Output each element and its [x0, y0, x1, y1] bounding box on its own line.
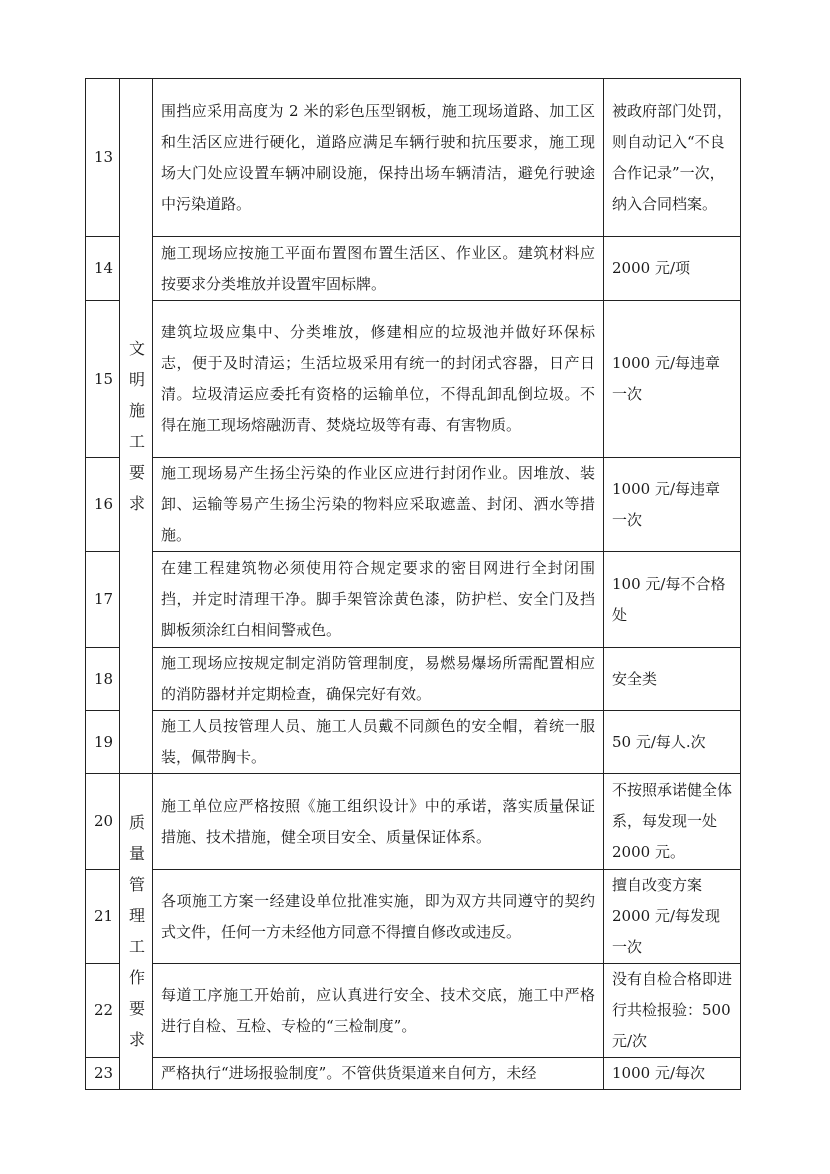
table-row	[86, 552, 741, 648]
row-penalty: 2000 元/项	[604, 237, 741, 301]
row-number: 19	[86, 711, 120, 774]
row-content: 施工现场应按规定制定消防管理制度，易燃易爆场所需配置相应的消防器材并定期检查，确保完好有效。	[153, 648, 604, 711]
table-row	[86, 237, 741, 301]
category-label: 文明施工要求	[128, 338, 145, 513]
row-content: 建筑垃圾应集中、分类堆放，修建相应的垃圾池并做好环保标志，便于及时清运；生活垃圾采用有统一的封闭式容器，日产日清。垃圾清运应委托有资格的运输单位，不得乱卸乱倒垃圾。不得在施工现场熔融沥青、焚烧垃圾等有毒、有害物质。	[153, 301, 604, 458]
row-penalty: 安全类	[604, 648, 741, 711]
row-content: 施工现场易产生扬尘污染的作业区应进行封闭作业。因堆放、装卸、运输等易产生扬尘污染的物料应采取遮盖、封闭、洒水等措施。	[153, 458, 604, 552]
category-cell	[120, 79, 153, 774]
rules-table	[85, 78, 741, 1090]
row-number: 15	[86, 301, 120, 458]
table-row	[86, 301, 741, 458]
table-row	[86, 648, 741, 711]
table-row	[86, 458, 741, 552]
row-number: 16	[86, 458, 120, 552]
row-penalty: 擅自改变方案2000 元/每发现一次	[604, 870, 741, 964]
table-row	[86, 79, 741, 237]
row-penalty: 1000 元/每违章一次	[604, 301, 741, 458]
row-content: 施工单位应严格按照《施工组织设计》中的承诺，落实质量保证措施、技术措施，健全项目安全、质量保证体系。	[153, 774, 604, 870]
row-penalty: 50 元/每人.次	[604, 711, 741, 774]
row-content: 施工人员按管理人员、施工人员戴不同颜色的安全帽，着统一服装，佩带胸卡。	[153, 711, 604, 774]
row-content: 每道工序施工开始前，应认真进行安全、技术交底，施工中严格进行自检、互检、专检的“三检制度”。	[153, 964, 604, 1058]
table-row	[86, 870, 741, 964]
row-number: 14	[86, 237, 120, 301]
row-content: 严格执行“进场报验制度”。不管供货渠道来自何方，未经	[153, 1058, 604, 1090]
table-row	[86, 964, 741, 1058]
table-row	[86, 774, 741, 870]
row-content: 施工现场应按施工平面布置图布置生活区、作业区。建筑材料应按要求分类堆放并设置牢固标牌。	[153, 237, 604, 301]
row-number: 13	[86, 79, 120, 237]
row-penalty: 没有自检合格即进行共检报验：500 元/次	[604, 964, 741, 1058]
row-number: 22	[86, 964, 120, 1058]
row-penalty: 1000 元/每违章一次	[604, 458, 741, 552]
row-penalty: 不按照承诺健全体系，每发现一处 2000 元。	[604, 774, 741, 870]
row-number: 21	[86, 870, 120, 964]
table-row	[86, 1058, 741, 1090]
row-content: 围挡应采用高度为 2 米的彩色压型钢板，施工现场道路、加工区和生活区应进行硬化，道路应满足车辆行驶和抗压要求，施工现场大门处应设置车辆冲刷设施，保持出场车辆清洁，避免行驶途中污染道路。	[153, 79, 604, 237]
row-penalty: 100 元/每不合格处	[604, 552, 741, 648]
row-penalty: 被政府部门处罚，则自动记入“不良合作记录”一次，纳入合同档案。	[604, 79, 741, 237]
row-number: 20	[86, 774, 120, 870]
row-content: 各项施工方案一经建设单位批准实施，即为双方共同遵守的契约式文件，任何一方未经他方同意不得擅自修改或违反。	[153, 870, 604, 964]
row-number: 23	[86, 1058, 120, 1090]
table-row	[86, 711, 741, 774]
category-cell	[120, 774, 153, 1090]
row-penalty: 1000 元/每次	[604, 1058, 741, 1090]
row-content: 在建工程建筑物必须使用符合规定要求的密目网进行全封闭围挡，并定时清理干净。脚手架管涂黄色漆，防护栏、安全门及挡脚板须涂红白相间警戒色。	[153, 552, 604, 648]
category-label: 质量管理工作要求	[128, 813, 145, 1049]
row-number: 18	[86, 648, 120, 711]
row-number: 17	[86, 552, 120, 648]
